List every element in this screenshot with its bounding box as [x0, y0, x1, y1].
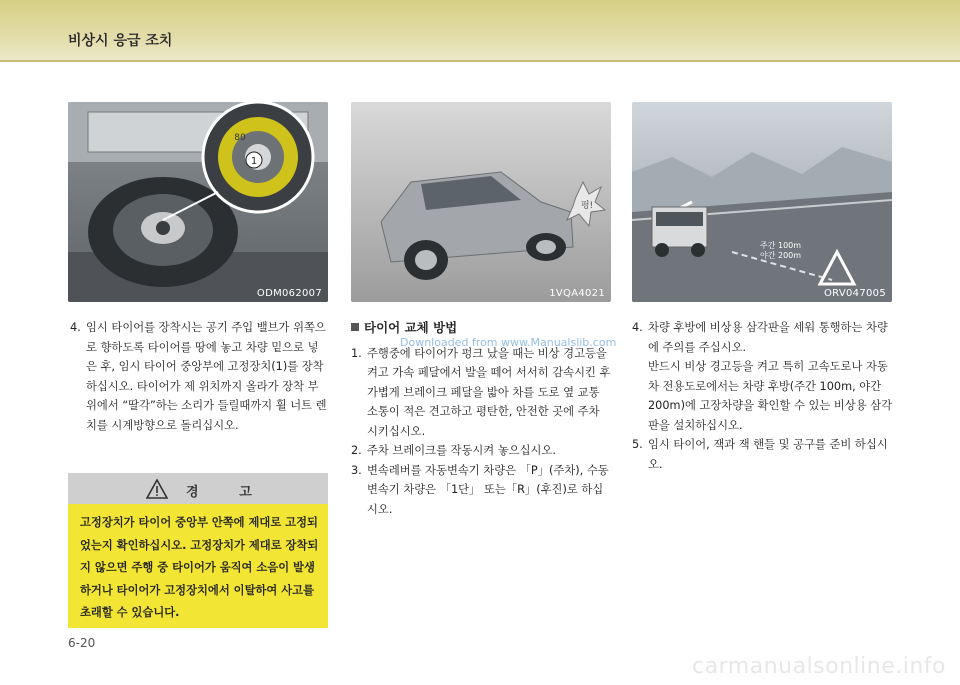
page-number: 6-20: [68, 636, 96, 650]
list-item: [351, 461, 613, 520]
item-text: 주차 브레이크를 작동시켜 놓으십시오.: [367, 444, 556, 457]
list-item: [70, 318, 328, 435]
item-text: 차량 후방에 비상용 삼각판을 세워 통행하는 차량에 주의를 주십시오.: [648, 321, 888, 354]
item-text: 임시 타이어를 장착시는 공기 주입 밸브가 위쪽으로 향하도록 타이어를 땅에 놓고 차량 밑으로 넣은 후, 임시 타이어 중앙부에 고정장치(1)를 장착하십시오. 타이어가 제 위치까지 올라가 장착 부위에서 “딸각”하는 소리가 들릴때까지 휠 너트 렌치를 시계방향으로 돌리십시오.: [86, 321, 327, 432]
figure-warning-triangle-road: [632, 102, 892, 302]
item-text: 임시 타이어, 잭과 잭 핸들 및 공구를 준비 하십시오.: [648, 438, 888, 471]
square-bullet-icon: [351, 323, 359, 331]
item-text: 변속레버를 자동변속기 차량은 「P」(주차), 수동변속기 차량은 「1단」 또는「R」(후진)로 하십시오.: [367, 463, 609, 516]
item-text: 반드시 비상 경고등을 켜고 특히 고속도로나 자동차 전용도로에서는 차량 후방(주간 100m, 야간 200m)에 고장차량을 확인할 수 있는 비상용 삼각판을 설치하십시오.: [648, 360, 893, 432]
section-title: 타이어 교체 방법: [351, 318, 613, 338]
left-column: [70, 318, 328, 435]
figure-flat-tire-car: [351, 102, 611, 302]
burst-label: 펑!: [580, 201, 594, 211]
right-column: [632, 318, 894, 474]
figure-code: ORV047005: [824, 288, 886, 299]
flat-tire-car-illustration: [351, 102, 611, 302]
spare-tire-illustration: [68, 102, 328, 302]
figure-spare-tire-installation: [68, 102, 328, 302]
callout-number: 1: [250, 156, 258, 167]
rim-number: 80: [234, 133, 246, 143]
warning-triangle-illustration: [632, 102, 892, 302]
warning-header: [68, 473, 328, 504]
item-text: 주행중에 타이어가 펑크 났을 때는 비상 경고등을 켜고 가속 페달에서 발을 떼어 서서히 감속시킨 후 가볍게 브레이크 페달을 밟아 차를 도로 옆 교통 소통이 적은 견고하고 평탄한, 안전한 곳에 주차 시키십시오.: [367, 346, 611, 438]
item-number: 2.: [351, 444, 362, 457]
figure-code: ODM062007: [256, 288, 322, 299]
item-number: 4.: [632, 321, 643, 334]
item-number: 1.: [351, 346, 362, 360]
list-item: [632, 357, 894, 435]
item-number: 4.: [70, 321, 81, 334]
warning-text: 고정장치가 타이어 중앙부 안쪽에 제대로 고정되었는지 확인하십시오. 고정장치가 제대로 장착되지 않으면 주행 중 타이어가 움직여 소음이 발생하거나 타이어가 고정장치에서 이탈하여 사고를 초래할 수 있습니다.: [80, 516, 319, 619]
warning-box: [68, 473, 328, 628]
page-title: 비상시 응급 조치: [68, 33, 173, 49]
download-watermark: Downloaded from www.Manualslib.com: [400, 336, 617, 349]
sign-line-2: 야간 200m: [760, 251, 802, 260]
warning-title: 경 고: [186, 485, 270, 500]
list-item: [632, 435, 894, 474]
sign-line-1: 주간 100m: [760, 241, 802, 250]
header-rule: [0, 60, 960, 62]
site-watermark: carmanualsonline.info: [692, 654, 946, 679]
warning-triangle-icon: [146, 479, 168, 499]
item-number: 3.: [351, 463, 362, 477]
item-number: 5.: [632, 438, 643, 451]
list-item: [632, 318, 894, 357]
list-item: [351, 344, 613, 442]
list-item: [351, 441, 613, 461]
figure-code: 1VQA4021: [549, 288, 605, 299]
